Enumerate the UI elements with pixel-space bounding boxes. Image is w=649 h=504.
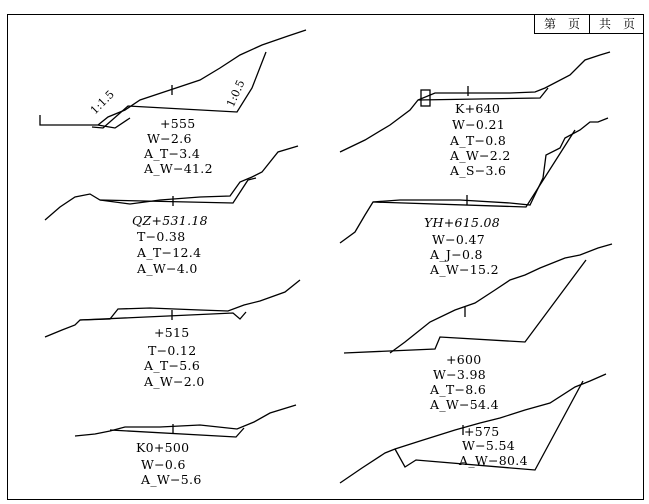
section-615-station: YH+615.08	[424, 215, 501, 230]
section-515-station: +515	[154, 325, 190, 340]
section-515-value: A_T−5.6	[144, 358, 201, 373]
section-640-design-line	[418, 88, 548, 100]
section-640-value: W−0.21	[452, 117, 505, 132]
section-531-value: A_W−4.0	[137, 261, 198, 276]
section-640-value: A_T−0.8	[450, 133, 507, 148]
section-615-value: W−0.47	[432, 232, 485, 247]
section-640-value: A_W−2.2	[450, 148, 511, 163]
section-500-station: K0+500	[136, 440, 190, 455]
section-615-value: A_J−0.8	[430, 247, 483, 262]
section-500-profile	[75, 405, 296, 437]
section-555-value: W−2.6	[147, 131, 192, 146]
title-block-gong: 共	[598, 17, 611, 31]
section-640-station: K+640	[455, 101, 501, 116]
section-515-value: A_W−2.0	[144, 374, 205, 389]
section-555-profile	[40, 30, 306, 128]
title-block-ye-total: 页	[622, 17, 635, 31]
section-575-value: W−5.54	[462, 438, 515, 453]
section-600-ground-line	[390, 244, 612, 353]
section-500-value: W−0.6	[141, 457, 186, 472]
section-531-station: QZ+531.18	[132, 213, 208, 228]
slope-label-right: 1:0.5	[224, 77, 248, 109]
section-615-value: A_W−15.2	[430, 262, 499, 277]
section-600-station: +600	[446, 352, 482, 367]
section-575-value: A_W−80.4	[459, 453, 528, 468]
section-515-design-line	[80, 312, 246, 320]
section-640-value: A_S−3.6	[450, 163, 507, 178]
section-515-value: T−0.12	[148, 343, 197, 358]
section-555-value: A_T−3.4	[144, 146, 201, 161]
section-500-value: A_W−5.6	[141, 472, 202, 487]
section-575-station: +575	[464, 424, 500, 439]
title-block-di: 第	[543, 17, 556, 31]
slope-label-left: 1:1.5	[87, 87, 117, 117]
title-block-ye: 页	[567, 17, 580, 31]
section-600-value: W−3.98	[433, 367, 486, 382]
section-531-value: T−0.38	[137, 229, 186, 244]
section-500-design-line	[110, 428, 244, 437]
section-555-value: A_W−41.2	[144, 161, 213, 176]
section-500-ground-line	[75, 405, 296, 436]
section-555-toe	[98, 118, 130, 128]
section-600-value: A_W−54.4	[430, 397, 499, 412]
section-555-station: +555	[160, 116, 196, 131]
section-555-ground-line	[40, 30, 306, 125]
section-531-value: A_T−12.4	[137, 245, 202, 260]
section-600-value: A_T−8.6	[430, 382, 487, 397]
